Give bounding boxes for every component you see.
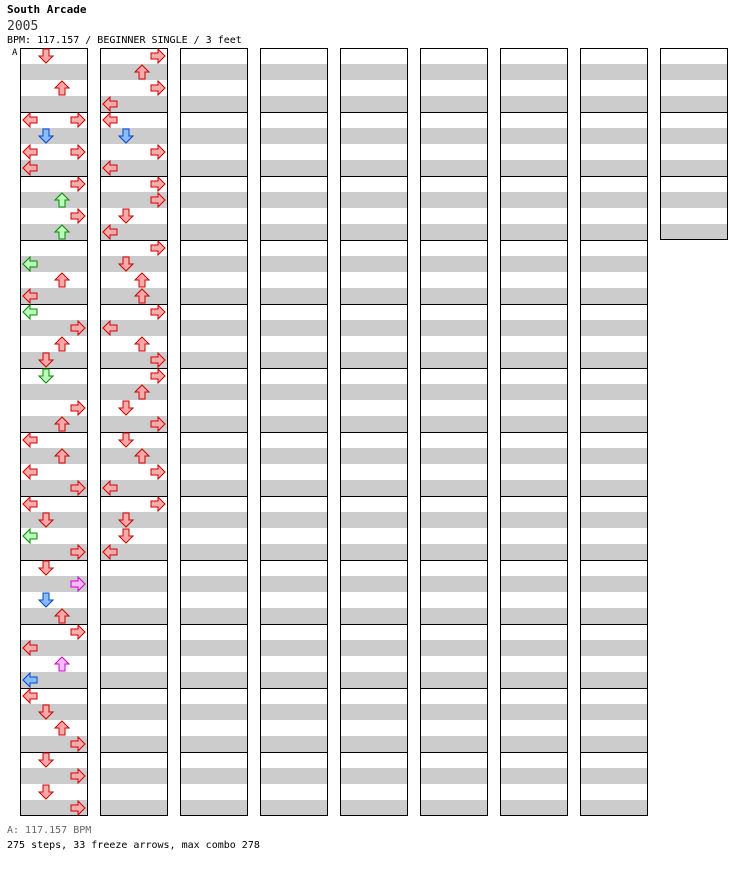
chart-column [420,48,488,816]
bpm-marker: A [12,48,18,58]
chart-info: BPM: 117.157 / BEGINNER SINGLE / 3 feet [7,35,242,46]
chart-column [580,48,648,816]
chart-column [340,48,408,816]
song-year: 2005 [7,19,39,34]
chart-column [180,48,248,816]
chart-column [660,48,728,240]
chart-column [500,48,568,816]
bpm-legend: A: 117.157 BPM [7,825,92,836]
chart-column [260,48,328,816]
chart-stats: 275 steps, 33 freeze arrows, max combo 278 [7,840,260,851]
song-title: South Arcade [7,3,87,16]
